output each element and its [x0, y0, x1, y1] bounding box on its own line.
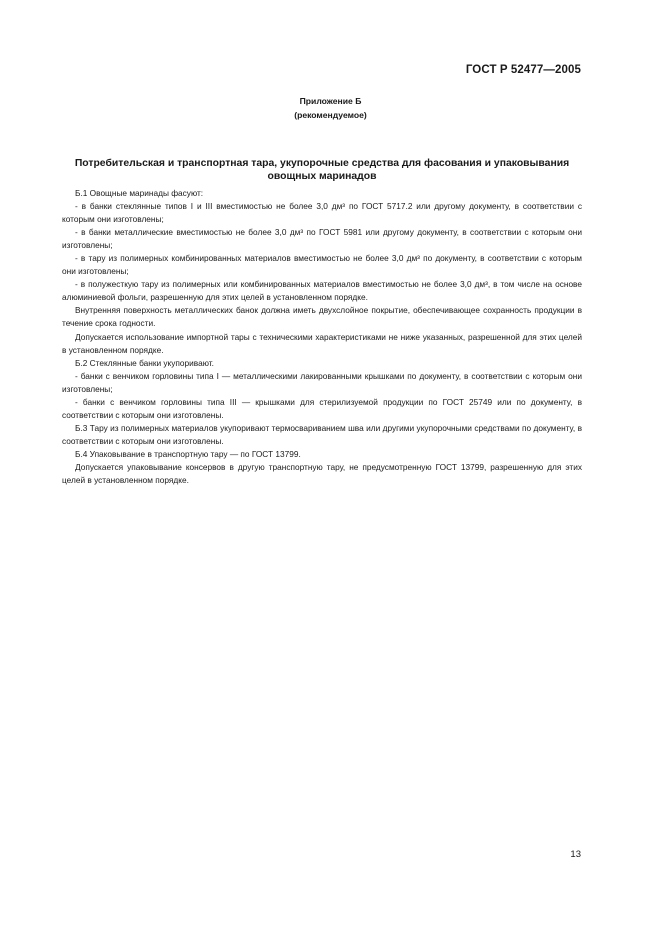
paragraph-b1: Б.1 Овощные маринады фасуют: — [75, 188, 204, 198]
paragraph-semi-rigid: - в полужесткую тару из полимерных или комбинированных материалов вместимостью не более 3,0 дм³, в том числе на основе алюминиевой фольги, разрешенную для этих целей в установленном порядке. — [62, 279, 582, 303]
paragraph-metal-cans: - в банки металлические вместимостью не более 3,0 дм³ по ГОСТ 5981 или другому документу, в соответствии с которым они изготовлены; — [62, 227, 582, 251]
appendix-status: (рекомендуемое) — [294, 110, 367, 120]
document-code: ГОСТ Р 52477—2005 — [465, 64, 581, 76]
paragraph-b3: Б.3 Тару из полимерных материалов укупоривают термосвариванием шва или другими укупорочными средствами по документу, в соответствии с которым они изготовлены. — [62, 422, 582, 446]
paragraph-neck-type-3: - банки с венчиком горловины типа III — крышками для стерилизуемой продукции по ГОСТ 25749 или по документу, в соответствии с которым они изготовлены. — [62, 396, 582, 420]
paragraph-b4: Б.4 Упаковывание в транспортную тару — по ГОСТ 13799. — [75, 448, 301, 459]
page-number: 13 — [570, 849, 581, 860]
appendix-heading — [0, 94, 661, 122]
paragraph-imported-containers: Допускается использование импортной тары с техническими характеристиками не ниже указанных, разрешенной для этих целей в установленном порядке. — [62, 331, 582, 355]
paragraph-other-transport: Допускается упаковывание консервов в другую транспортную тару, не предусмотренную ГОСТ 13799, разрешенную для этих целей в установленном порядке. — [62, 461, 582, 486]
section-title: Потребительская и транспортная тара, укупорочные средства для фасования и упаковывания овощных маринадов — [74, 158, 570, 182]
paragraph-neck-type-1: - банки с венчиком горловины типа I — металлическими лакированными крышками по документу, в соответствии с которым они изготовлены; — [62, 370, 582, 394]
document-body — [62, 187, 582, 487]
paragraph-b2: Б.2 Стеклянные банки укупоривают. — [75, 357, 214, 368]
appendix-label: Приложение Б — [299, 96, 362, 106]
paragraph-polymer-combined: - в тару из полимерных комбинированных материалов вместимостью не более 3,0 дм³ по документу, в соответствии с которым они изготовлены; — [62, 253, 582, 277]
paragraph-glass-jars: - в банки стеклянные типов I и III вместимостью не более 3,0 дм³ по ГОСТ 5717.2 или другому документу, в соответствии с которым они изготовлены; — [62, 201, 582, 225]
paragraph-inner-coating: Внутренняя поверхность металлических банок должна иметь двухслойное покрытие, обеспечивающее сохранность продукции в течение срока годности. — [62, 305, 582, 329]
